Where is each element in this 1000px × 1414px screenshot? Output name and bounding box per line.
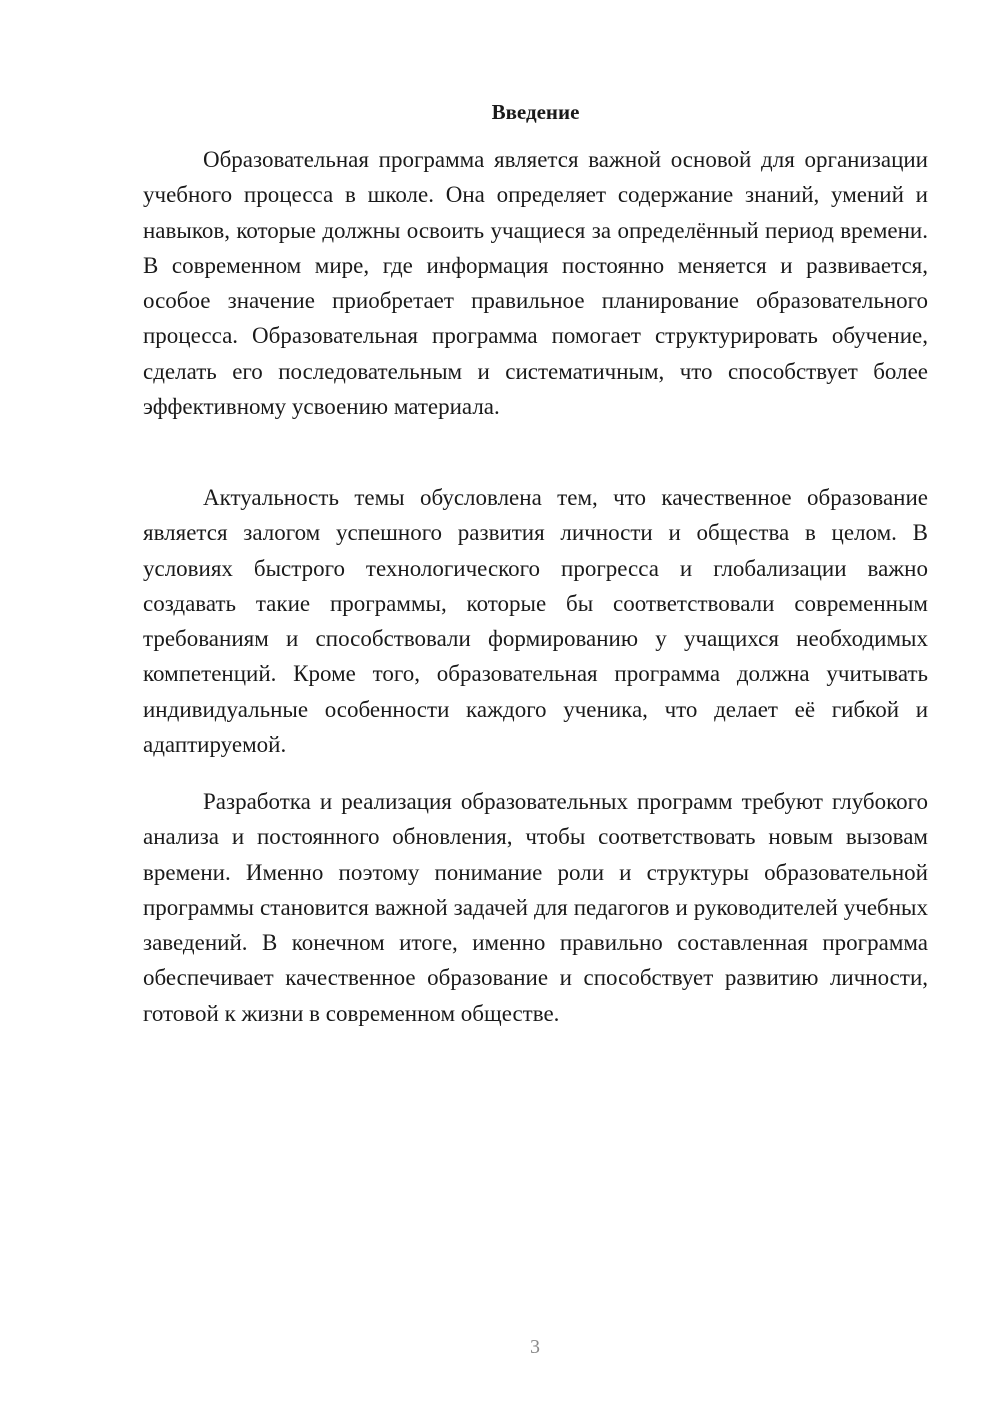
paragraph-relevance: Актуальность темы обусловлена тем, что качественное образование является залогом успешного развития личности и общества в целом. В условиях быстрого технологического прогресса и глобализации важно создавать такие программы, которые бы соответствовали современным требованиям и способствовали формированию у учащихся необходимых компетенций. Кроме того, образовательная программа должна учитывать индивидуальные особенности каждого ученика, что делает её гибкой и адаптируемой. <box>143 485 928 758</box>
paragraph-development: Разработка и реализация образовательных программ требуют глубокого анализа и постоянного обновления, чтобы соответствовать новым вызовам времени. Именно поэтому понимание роли и структуры образовательной программы становится важной задачей для педагогов и руководителей учебных заведений. В конечном итоге, именно правильно составленная программа обеспечивает качественное образование и способствует развитию личности, готовой к жизни в современном обществе. <box>143 789 928 1026</box>
section-heading: Введение <box>491 100 580 124</box>
paragraph-intro: Образовательная программа является важной основой для организации учебного процесса в школе. Она определяет содержание знаний, умений и навыков, которые должны освоить учащиеся за определённый период времени. В современном мире, где информация постоянно меняется и развивается, особое значение приобретает правильное планирование образовательного процесса. Образовательная программа помогает структурировать обучение, сделать его последовательным и систематичным, что способствует более эффективному усвоению материала. <box>143 147 928 420</box>
page-number: 3 <box>530 1336 540 1358</box>
